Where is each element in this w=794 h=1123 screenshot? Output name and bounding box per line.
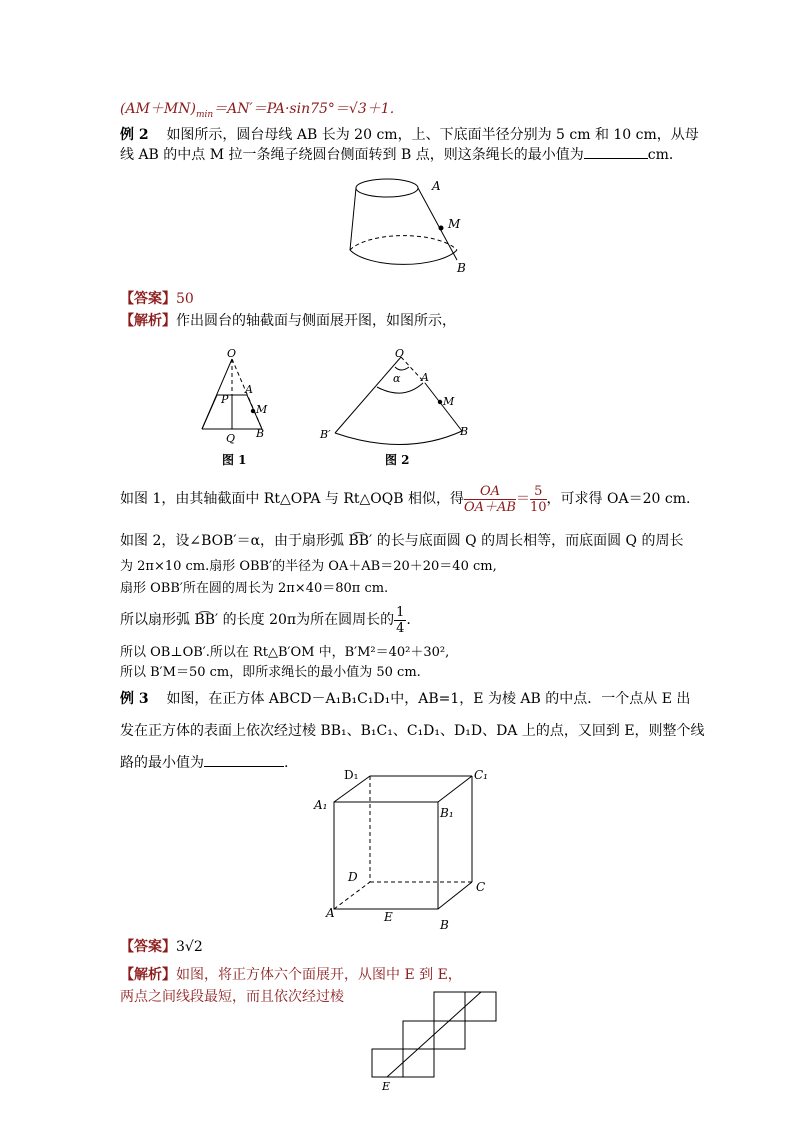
- cube-net-figure: [370, 988, 500, 1093]
- f2-label-M: M: [443, 395, 455, 408]
- analysis3-label: 【解析】: [120, 967, 176, 983]
- f1-label-Q: Q: [226, 432, 236, 445]
- f2-label-O: O: [395, 347, 405, 360]
- answer2-line: [120, 290, 194, 308]
- example2-text1: 如图所示，圆台母线 AB 长为 20 cm，上、下底面半径分别为 5 cm 和 10 cm，从母: [166, 127, 699, 143]
- example3-text3: 路的最小值为: [120, 755, 204, 771]
- formula-rhs: ＝AN′＝PA·sin75°＝√3＋1．: [213, 101, 404, 117]
- analysis3-text1: 如图，将正方体六个面展开，从图中 E 到 E，: [176, 967, 462, 983]
- label-A: A: [432, 179, 441, 193]
- f1-label-M: M: [256, 403, 268, 416]
- cube-label-A: A: [326, 906, 335, 920]
- example3-text2: 发在正方体的表面上依次经过棱 BB₁、B₁C₁、C₁D₁、D₁D、DA 上的点，又回到 E，则整个线: [120, 723, 705, 739]
- answer2-label: 【答案】: [120, 291, 176, 307]
- figure-1-axial-section: [190, 345, 280, 470]
- example3-line3: 路的最小值为 .: [120, 755, 289, 771]
- example2-text2: 线 AB 的中点 M 拉一条绳子绕圆台侧面转到 B 点，则这条绳长的最小值为: [120, 147, 584, 163]
- f1-label-B: B: [256, 427, 265, 440]
- f1-label-A: A: [245, 383, 253, 396]
- formula-line: [120, 100, 404, 124]
- fraction-5-over-10: $\frac{5}{10}$: [530, 483, 547, 515]
- example2-line1: [120, 126, 699, 144]
- analysis3-text2: 两点之间线段最短，而且依次经过棱: [120, 989, 344, 1005]
- cube-label-B: B: [440, 918, 449, 932]
- analysis3-line1: [120, 966, 462, 984]
- cube-label-B1: B₁: [440, 806, 454, 820]
- label-M: M: [448, 217, 461, 231]
- cube-label-C1: C₁: [474, 768, 488, 782]
- formula-lhs: (AM＋MN): [120, 101, 196, 117]
- frustum-figure: [330, 170, 480, 280]
- f1-label-O: O: [227, 347, 237, 360]
- analysis2-line6: 所以 OB⊥OB′.所以在 Rt△B′OM 中，B′M²＝40²＋30²,: [120, 645, 450, 660]
- analysis2-intro-line: [120, 312, 456, 330]
- answer-blank-3: [204, 754, 284, 767]
- label-B: B: [457, 261, 466, 275]
- analysis2-intro: 作出圆台的轴截面与侧面展开图，如图所示，: [176, 313, 456, 329]
- cube-label-D: D: [348, 870, 358, 884]
- answer-blank: [584, 146, 648, 159]
- example3-line2: [120, 722, 705, 740]
- net-label-E: E: [382, 1080, 391, 1093]
- formula-sub: min: [195, 109, 214, 120]
- fraction-1-over-4: $\frac{1}{4}$: [396, 604, 405, 636]
- example2-label: 例 2: [120, 127, 149, 143]
- f2-label-alpha: α: [393, 372, 401, 385]
- fraction-oa-over-oaab: $\frac{OA}{OA+AB}$: [464, 483, 516, 515]
- cube-label-A1: A₁: [314, 798, 328, 812]
- answer3-value: 3√2: [176, 939, 203, 955]
- analysis2-line1-text: 如图 1，由其轴截面中 Rt△OPA 与 Rt△OQB 相似，得: [120, 491, 464, 507]
- example3-line1: [120, 690, 690, 708]
- figure-2-sector-development: [315, 345, 480, 470]
- example3-label: 例 3: [120, 691, 149, 707]
- analysis3-line2: [120, 988, 344, 1006]
- answer3-line: [120, 938, 203, 956]
- analysis2-line7: 所以 B′M＝50 cm，即所求绳长的最小值为 50 cm.: [120, 665, 421, 680]
- example2-unit: cm．: [647, 147, 683, 163]
- analysis2-line3: 为 2π×10 cm.扇形 OBB′的半径为 OA＋AB＝20＋20＝40 cm,: [120, 559, 497, 574]
- cube-label-D1: D₁: [344, 768, 359, 782]
- cube-label-C: C: [476, 880, 486, 894]
- f2-label-A: A: [421, 371, 429, 384]
- analysis2-line5: 所以扇形弧 B͡B′ 的长度 20π为所在圆周长的 $\frac{1}{4}$ .: [120, 604, 411, 636]
- figure-1-caption: 图 1: [222, 453, 247, 467]
- answer3-label: 【答案】: [120, 939, 176, 955]
- analysis2-label: 【解析】: [120, 313, 176, 329]
- figure-2-caption: 图 2: [385, 453, 410, 467]
- f2-label-Bprime: B′: [320, 428, 331, 441]
- answer2-value: 50: [176, 291, 194, 307]
- cube-figure: [300, 765, 500, 935]
- example3-text1: 如图，在正方体 ABCD－A₁B₁C₁D₁中，AB=1，E 为棱 AB 的中点．一个点从 E 出: [166, 691, 691, 707]
- analysis2-line1: 如图 1，由其轴截面中 Rt△OPA 与 Rt△OQB 相似，得 $\frac{OA}{OA+AB}$ ＝ $\frac{5}{10}$ ，可求得 OA＝20 cm.: [120, 483, 691, 515]
- analysis2-line4: 扇形 OBB′所在圆的周长为 2π×40＝80π cm.: [120, 581, 389, 596]
- analysis2-line2: 如图 2，设∠BOB′＝α，由于扇形弧 B͡B′ 的长与底面圆 Q 的周长相等，而底面圆 Q 的周长: [120, 533, 684, 549]
- analysis2-line1-tail: ，可求得 OA＝20 cm.: [546, 491, 691, 507]
- f1-label-P: P: [221, 393, 229, 406]
- f2-label-B: B: [460, 425, 469, 438]
- cube-label-E: E: [384, 910, 393, 924]
- example2-line2: [120, 146, 683, 164]
